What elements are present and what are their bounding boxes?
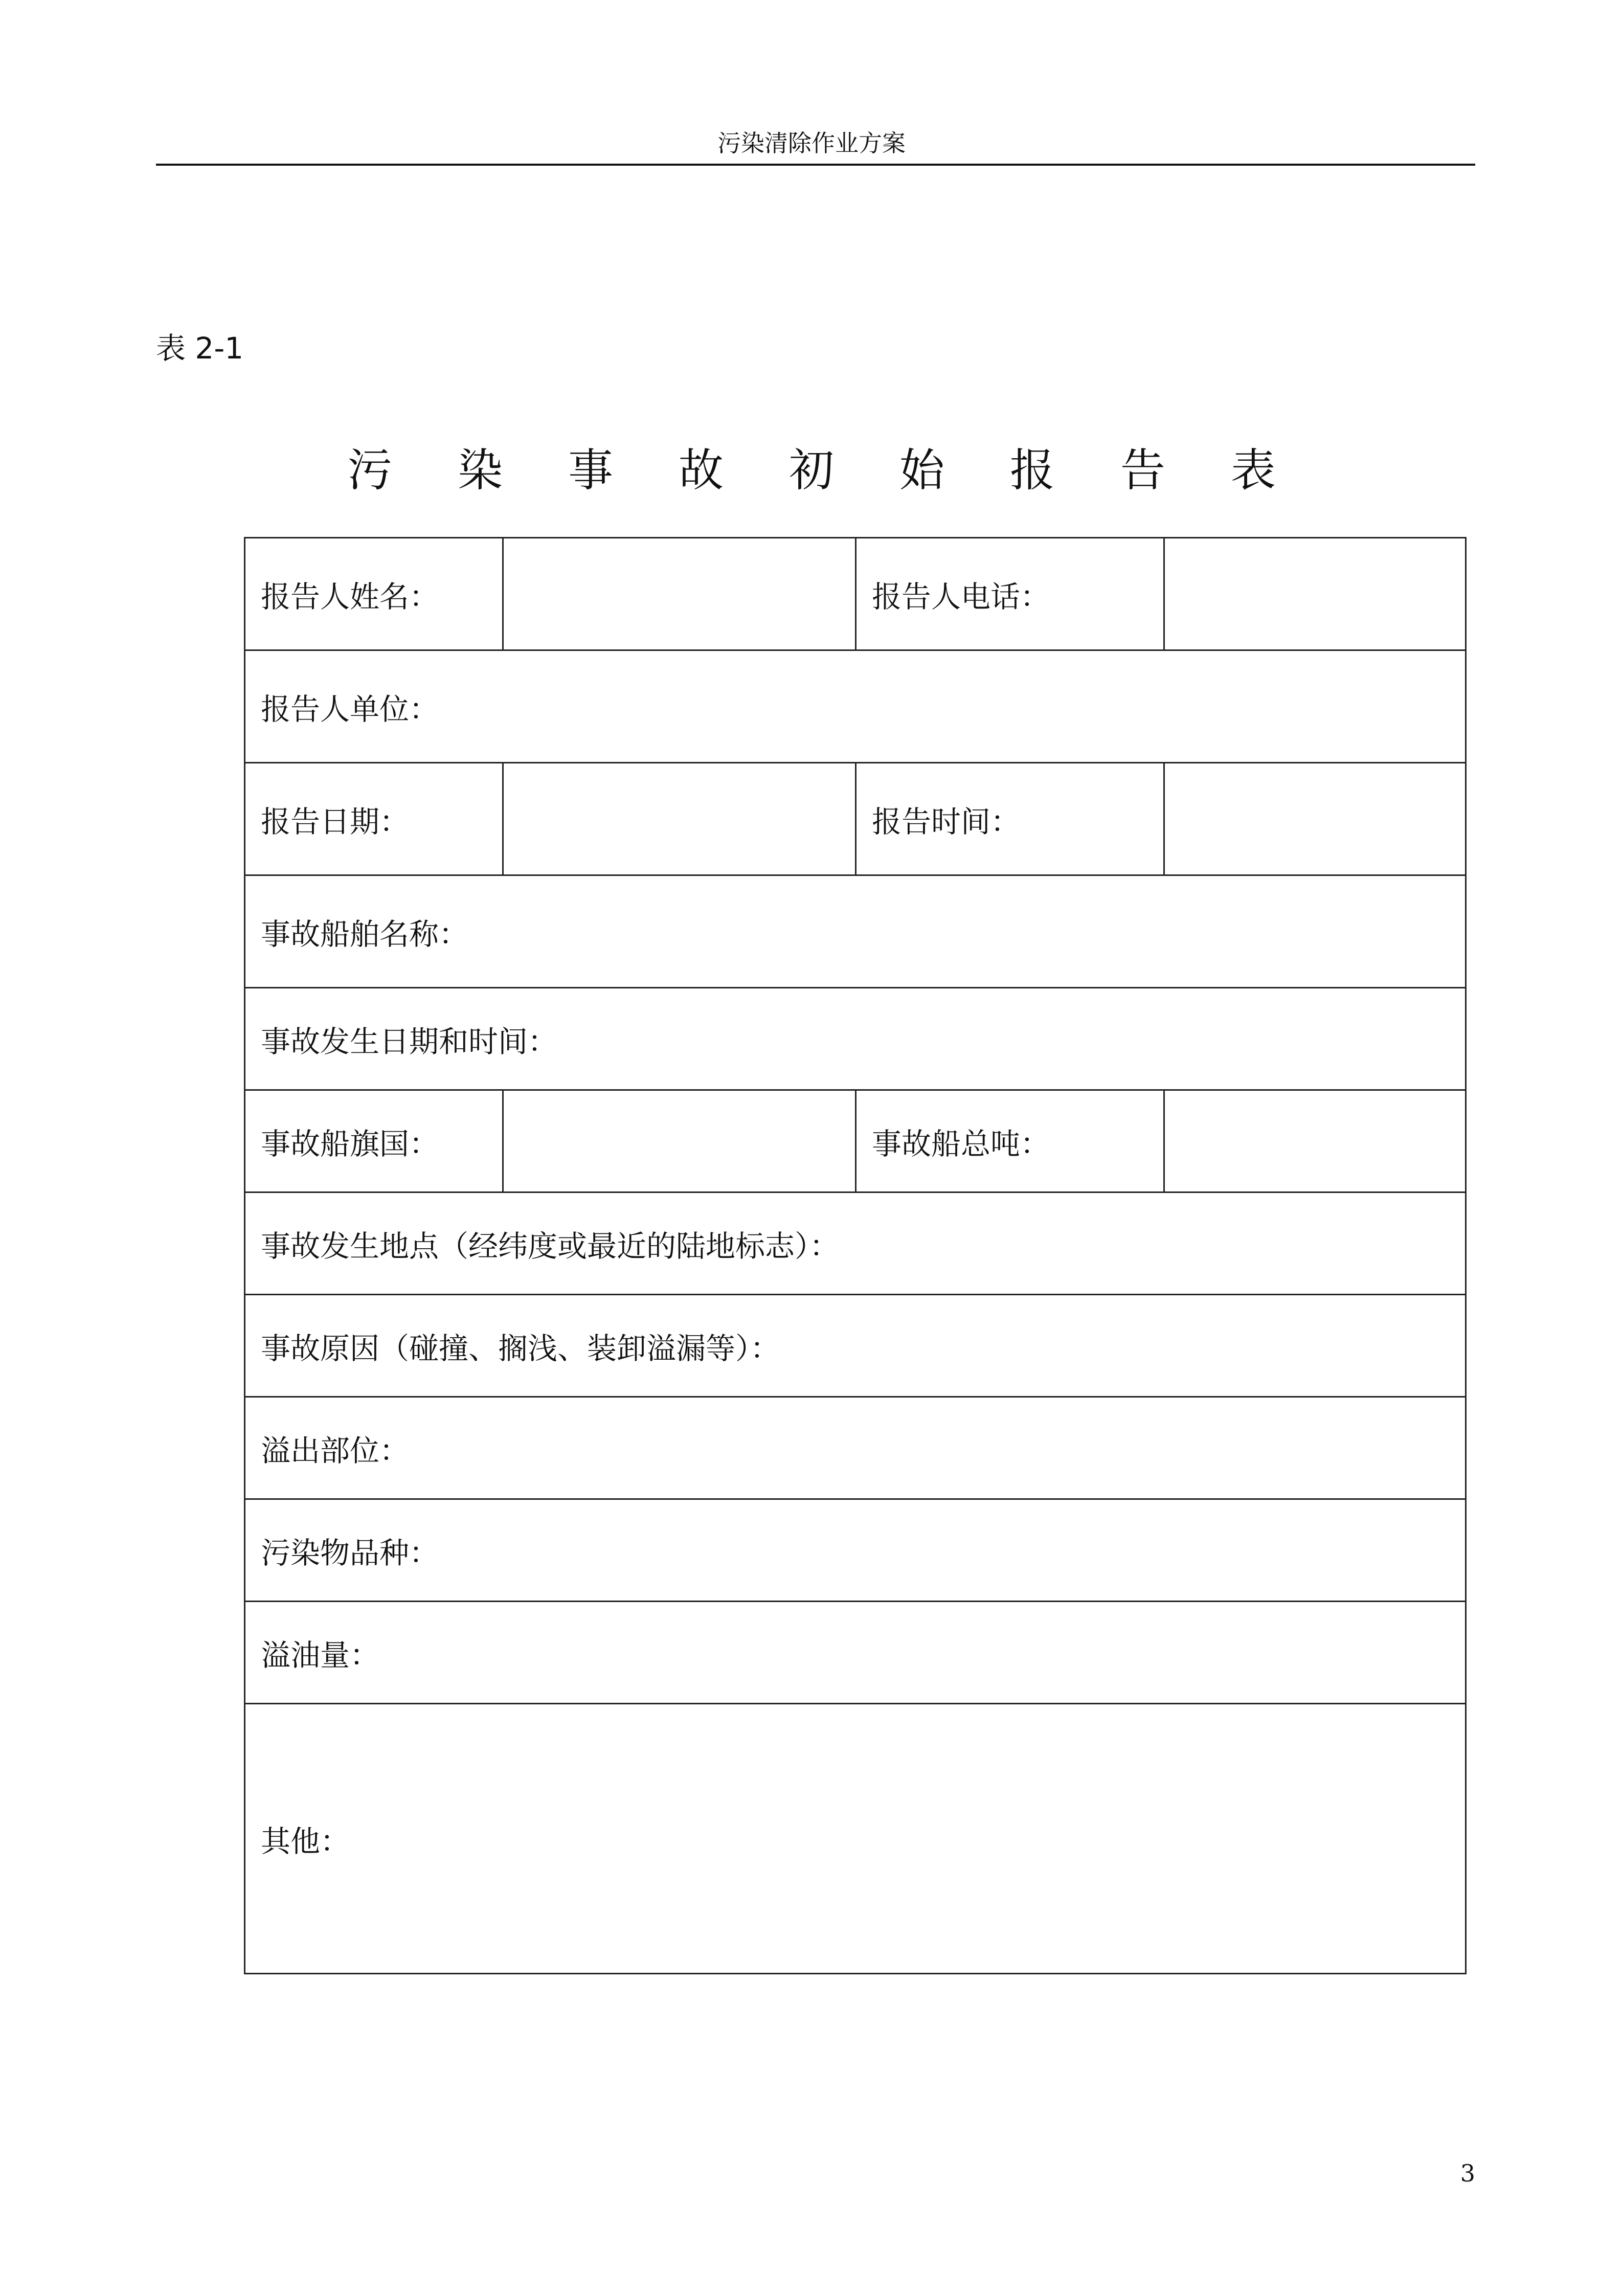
reporter-phone-label: 报告人电话： [856, 538, 1164, 650]
pollutant-type-field[interactable]: 污染物品种： [245, 1499, 1466, 1602]
form-row-location [245, 1192, 1466, 1295]
spill-volume-field[interactable]: 溢油量： [245, 1602, 1466, 1704]
reporter-phone-field[interactable] [1164, 538, 1466, 650]
reporter-unit-field[interactable]: 报告人单位： [245, 650, 1466, 763]
table-number: 表 2-1 [156, 331, 244, 366]
form-row-reporter [245, 538, 1466, 650]
page-header-title: 污染清除作业方案 [717, 129, 906, 157]
incident-report-form [244, 537, 1467, 1974]
form-row-date-time [245, 763, 1466, 875]
form-row-unit [245, 650, 1466, 763]
report-date-label: 报告日期： [245, 763, 503, 875]
spill-part-field[interactable]: 溢出部位： [245, 1397, 1466, 1499]
form-row-spill-part [245, 1397, 1466, 1499]
form-row-other [245, 1704, 1466, 1974]
report-time-field[interactable] [1164, 763, 1466, 875]
vessel-flag-label: 事故船旗国： [245, 1090, 503, 1192]
vessel-name-field[interactable]: 事故船舶名称： [245, 875, 1466, 988]
report-date-field[interactable] [503, 763, 856, 875]
reporter-name-label: 报告人姓名： [245, 538, 503, 650]
form-row-cause [245, 1295, 1466, 1397]
reporter-name-field[interactable] [503, 538, 856, 650]
incident-datetime-field[interactable]: 事故发生日期和时间： [245, 988, 1466, 1090]
vessel-flag-field[interactable] [503, 1090, 856, 1192]
incident-location-field[interactable]: 事故发生地点（经纬度或最近的陆地标志）： [245, 1192, 1466, 1295]
report-time-label: 报告时间： [856, 763, 1164, 875]
form-row-pollutant [245, 1499, 1466, 1602]
other-field[interactable]: 其他： [245, 1704, 1466, 1974]
header-rule [156, 164, 1475, 166]
incident-cause-field[interactable]: 事故原因（碰撞、搁浅、装卸溢漏等）： [245, 1295, 1466, 1397]
form-row-spill-volume [245, 1602, 1466, 1704]
vessel-tonnage-label: 事故船总吨： [856, 1090, 1164, 1192]
page-number: 3 [1460, 2159, 1475, 2187]
form-row-flag-tonnage [245, 1090, 1466, 1192]
vessel-tonnage-field[interactable] [1164, 1090, 1466, 1192]
form-row-incident-datetime [245, 988, 1466, 1090]
document-title: 污 染 事 故 初 始 报 告 表 [347, 444, 1301, 497]
form-row-vessel-name [245, 875, 1466, 988]
